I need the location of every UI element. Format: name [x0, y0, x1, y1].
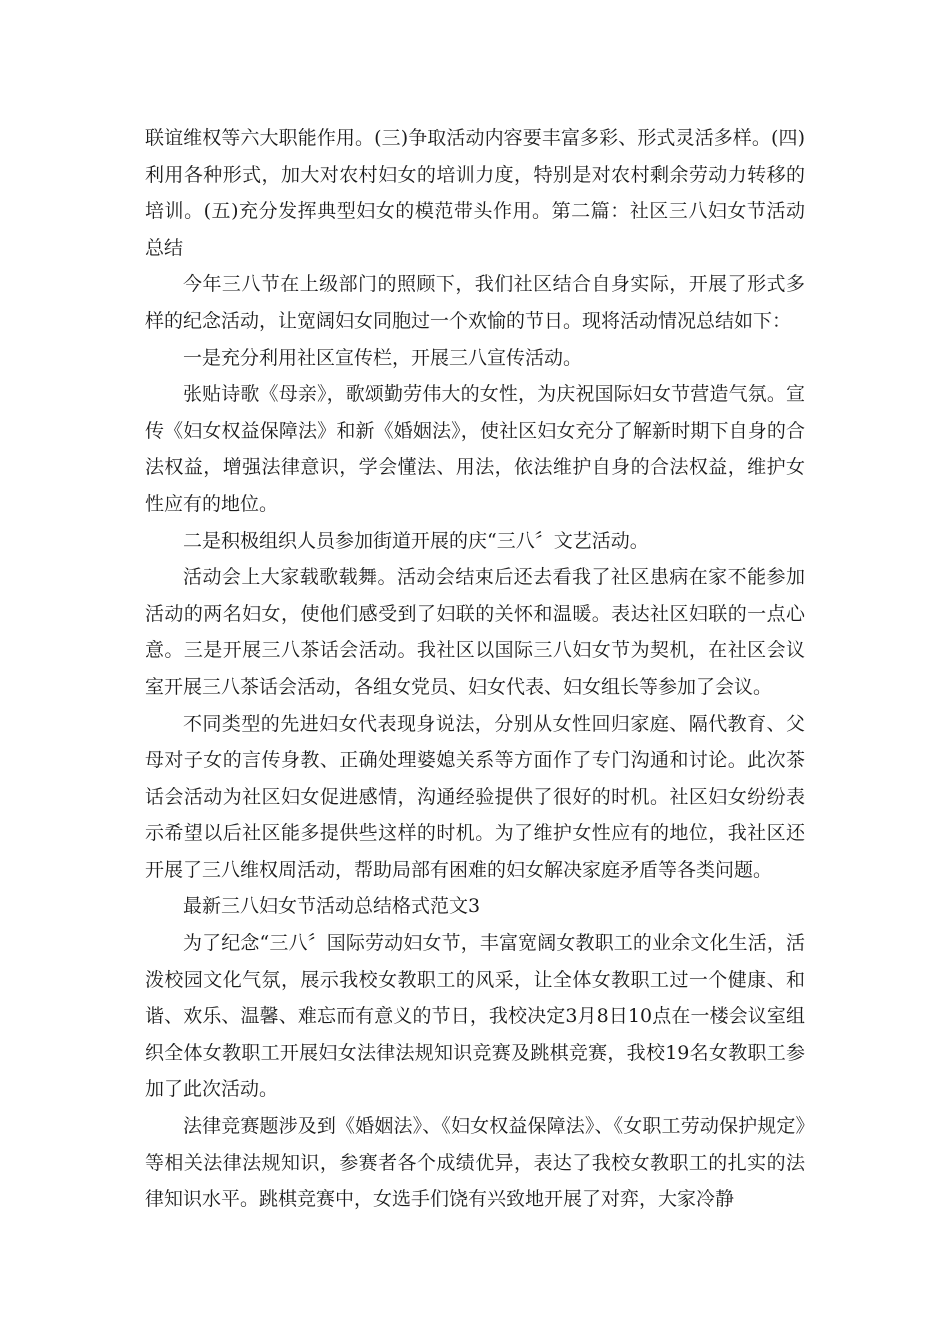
paragraph-2: 今年三八节在上级部门的照顾下，我们社区结合自身实际，开展了形式多样的纪念活动，让宽阔妇女同胞过一个欢愉的节日。现将活动情况总结如下：	[145, 273, 805, 332]
paragraph-4: 张贴诗歌《母亲》，歌颂勤劳伟大的女性，为庆祝国际妇女节营造气氛。宣传《妇女权益保障法》和新《婚姻法》，使社区妇女充分了解新时期下自身的合法权益，增强法律意识，学会懂法、用法，依法维护自身的合法权益，维护女性应有的地位。	[145, 383, 805, 515]
document-page	[145, 120, 805, 1218]
paragraph-1: 联谊维权等六大职能作用。(三)争取活动内容要丰富多彩、形式灵活多样。(四)利用各种形式，加大对农村妇女的培训力度，特别是对农村剩余劳动力转移的培训。(五)充分发挥典型妇女的模范带头作用。第二篇：社区三八妇女节活动总结	[145, 127, 805, 259]
paragraph-6: 活动会上大家载歌载舞。活动会结束后还去看我了社区患病在家不能参加活动的两名妇女，使他们感受到了妇联的关怀和温暖。表达社区妇联的一点心意。三是开展三八茶话会活动。我社区以国际三八妇女节为契机，在社区会议室开展三八茶话会活动，各组女党员、妇女代表、妇女组长等参加了会议。	[145, 566, 805, 698]
paragraph-9: 为了纪念“三八〞国际劳动妇女节，丰富宽阔女教职工的业余文化生活，活泼校园文化气氛，展示我校女教职工的风采，让全体女教职工过一个健康、和谐、欢乐、温馨、难忘而有意义的节日，我校决定3月8日10点在一楼会议室组织全体女教职工开展妇女法律法规知识竞赛及跳棋竞赛，我校19名女教职工参加了此次活动。	[145, 932, 805, 1101]
paragraph-3: 一是充分利用社区宣传栏，开展三八宣传活动。	[183, 346, 583, 369]
paragraph-7: 不同类型的先进妇女代表现身说法，分别从女性回归家庭、隔代教育、父母对子女的言传身教、正确处理婆媳关系等方面作了专门沟通和讨论。此次茶话会活动为社区妇女促进感情，沟通经验提供了很好的时机。社区妇女纷纷表示希望以后社区能多提供些这样的时机。为了维护女性应有的地位，我社区还开展了三八维权周活动，帮助局部有困难的妇女解决家庭矛盾等各类问题。	[145, 712, 805, 881]
paragraph-10: 法律竞赛题涉及到《婚姻法》、《妇女权益保障法》、《女职工劳动保护规定》等相关法律法规知识，参赛者各个成绩优异，表达了我校女教职工的扎实的法律知识水平。跳棋竞赛中，女选手们饶有兴致地开展了对弈，大家冷静	[145, 1115, 805, 1211]
paragraph-5: 二是积极组织人员参加街道开展的庆“三八〞文艺活动。	[183, 529, 649, 552]
section-heading: 最新三八妇女节活动总结格式范文3	[183, 895, 481, 918]
